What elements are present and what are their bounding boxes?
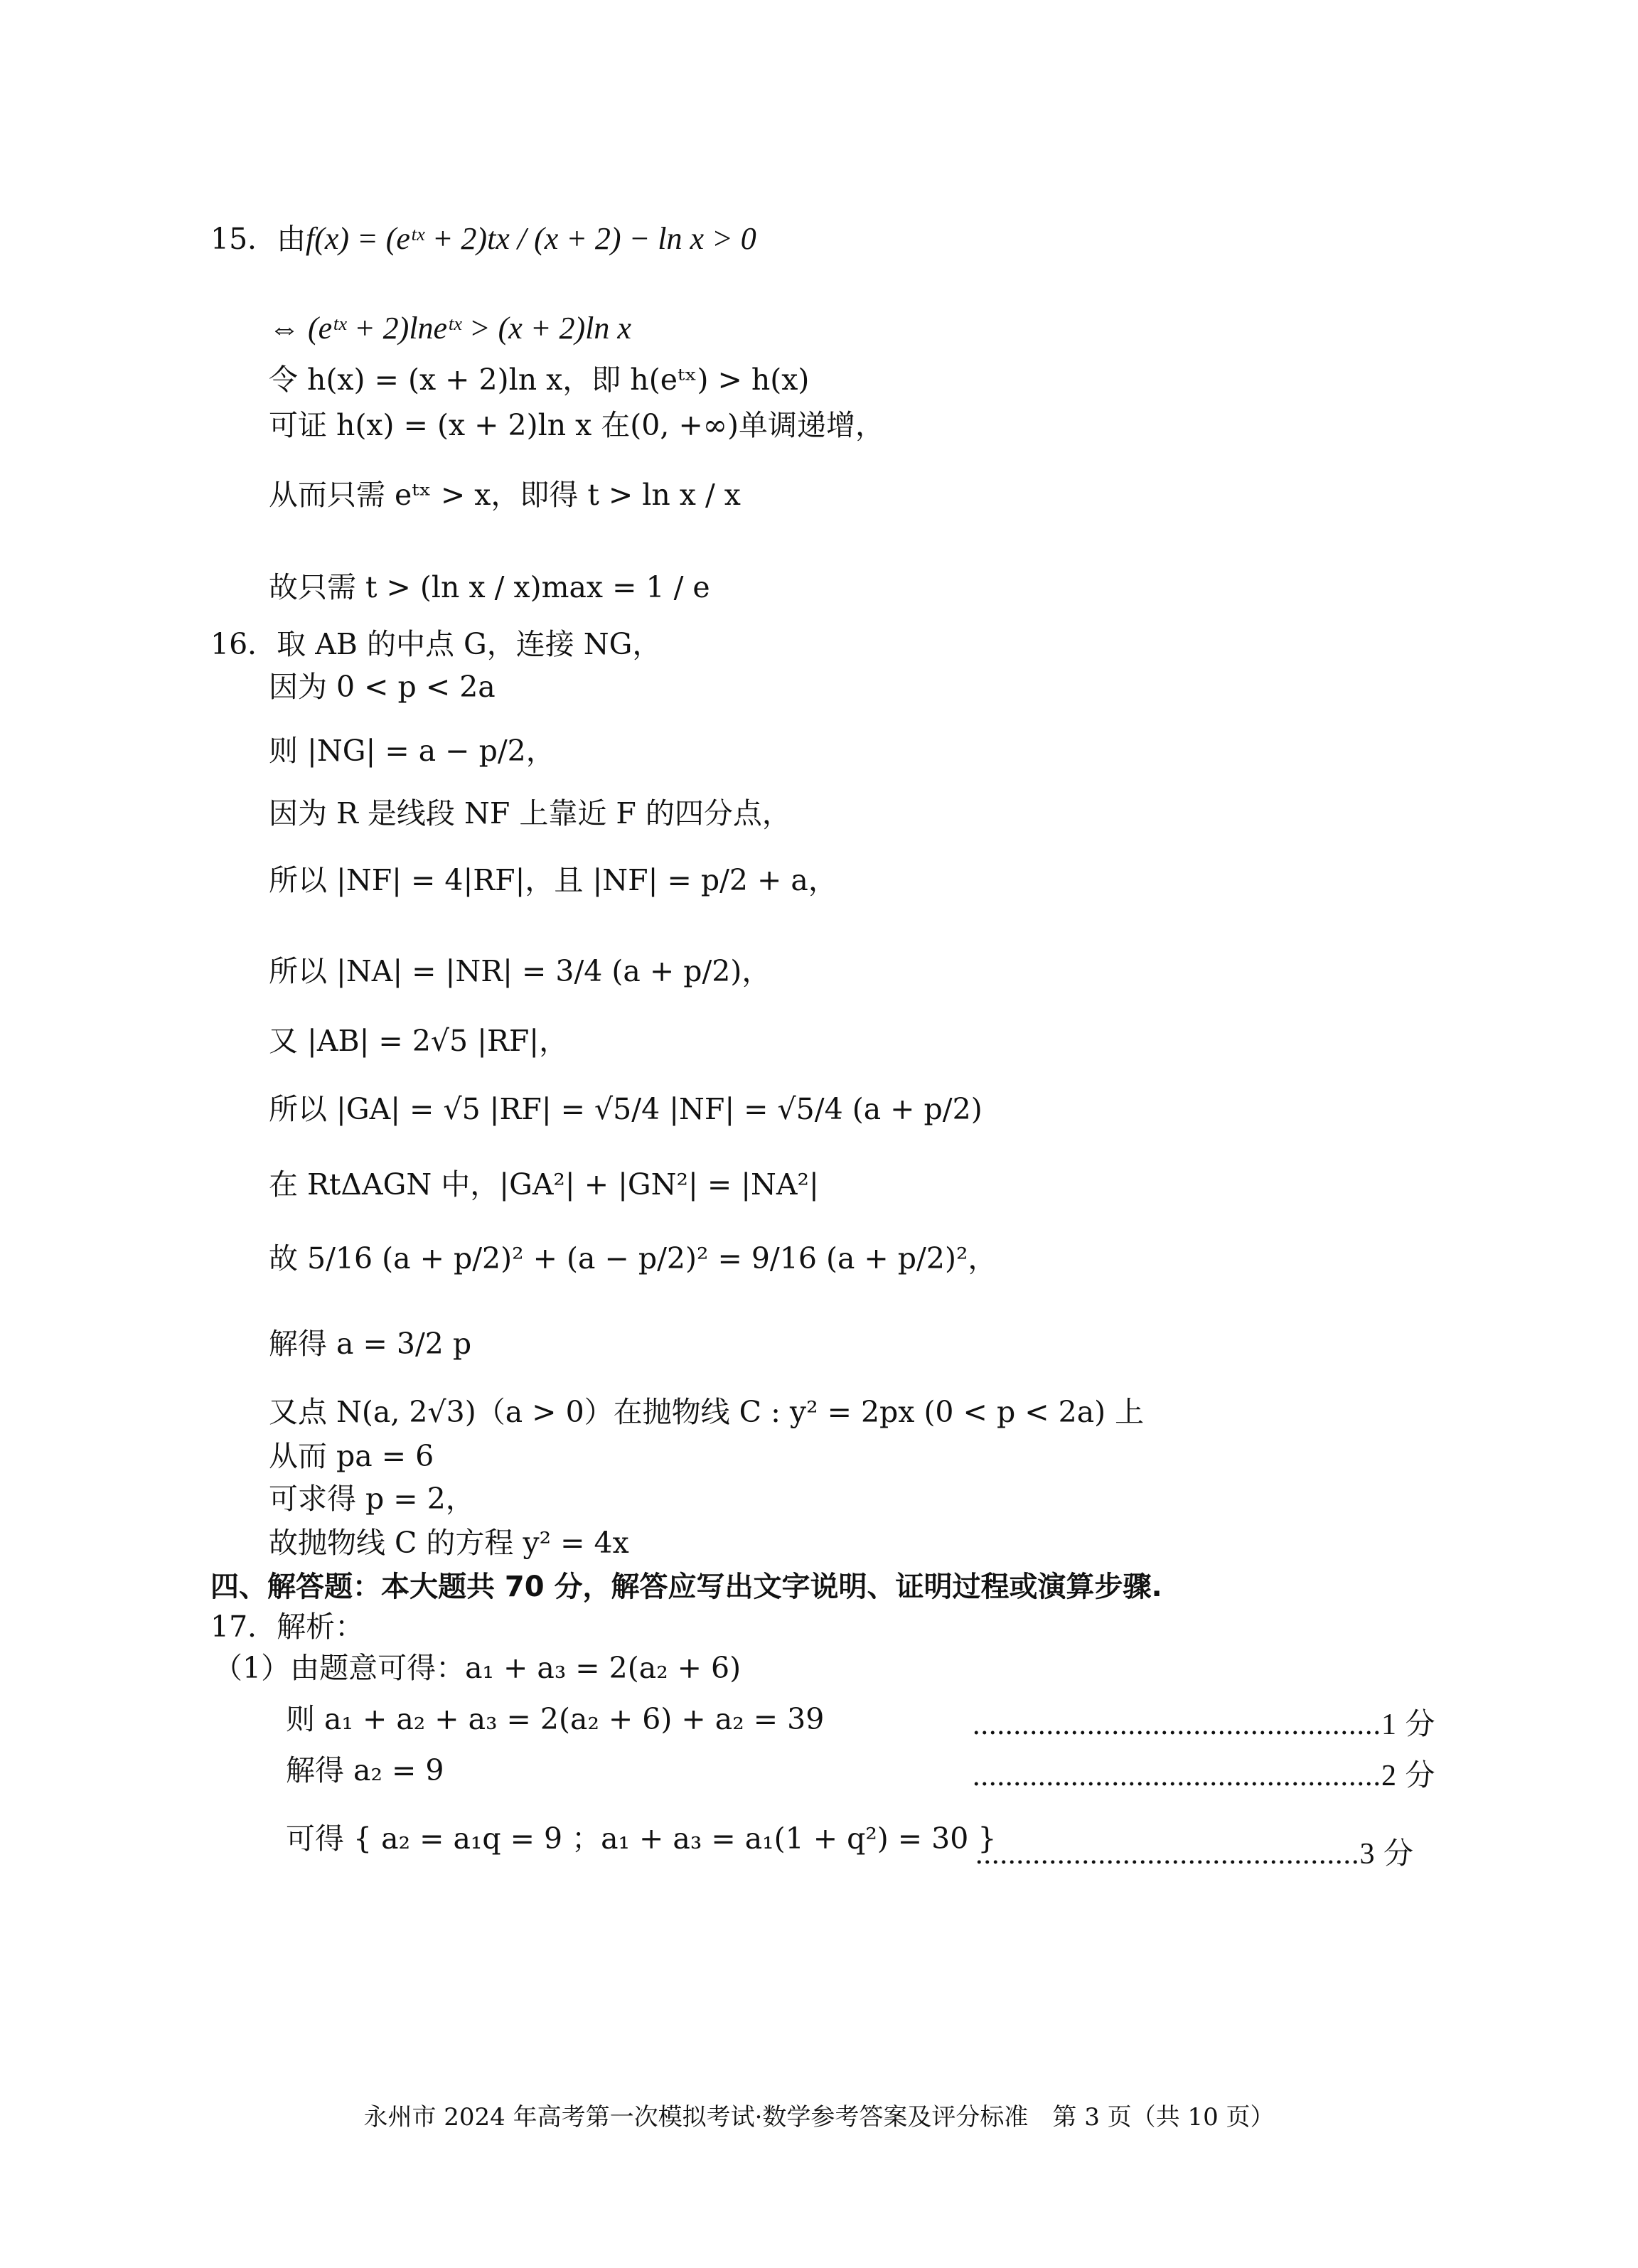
page-footer: 永州市 2024 年高考第一次模拟考试·数学参考答案及评分标准 第 3 页（共 10 页） (363, 2103, 1275, 2131)
score-marker: ...............................................3 分 (975, 1838, 1415, 1871)
solution-line: 所以 |NA| = |NR| = 3/4 (a + p/2)， (269, 954, 771, 988)
solution-line: f(x) = (eᵗˣ + 2)tx / (x + 2) − ln x > 0 (306, 221, 756, 256)
solution-line: 又 |AB| = 2√5 |RF|， (269, 1024, 569, 1058)
solution-line: 从而 pa = 6 (269, 1439, 434, 1473)
solution-line: 可证 h(x) = (x + 2)ln x 在(0, +∞)单调递增， (269, 408, 884, 442)
score-marker: ..................................................1 分 (973, 1708, 1436, 1741)
solution-line: 故抛物线 C 的方程 y² = 4x (269, 1526, 629, 1560)
solution-line: 所以 |GA| = √5 |RF| = √5/4 |NF| = √5/4 (a + p/2) (269, 1092, 983, 1126)
solution-line: 解得 a₂ = 9 (286, 1753, 444, 1787)
solution-line: 16．取 AB 的中点 G，连接 NG， (210, 627, 662, 661)
solution-line: 在 RtΔAGN 中，|GA²| + |GN²| = |NA²| (269, 1167, 819, 1202)
solution-line: 四、解答题：本大题共 70 分，解答应写出文字说明、证明过程或演算步骤. (210, 1571, 1162, 1603)
solution-line: 从而只需 eᵗˣ > x，即得 t > ln x / x (269, 478, 741, 512)
solution-line: 又点 N(a, 2√3)（a > 0）在抛物线 C : y² = 2px (0 < p < 2a) 上 (269, 1395, 1145, 1429)
solution-line: （1）由题意可得：a₁ + a₃ = 2(a₂ + 6) (213, 1651, 742, 1685)
solution-line: 可求得 p = 2， (269, 1482, 475, 1516)
solution-line: 则 a₁ + a₂ + a₃ = 2(a₂ + 6) + a₂ = 39 (286, 1702, 825, 1736)
solution-line: 则 |NG| = a − p/2， (269, 734, 555, 768)
solution-line: 因为 R 是线段 NF 上靠近 F 的四分点， (269, 796, 791, 830)
solution-line: 故 5/16 (a + p/2)² + (a − p/2)² = 9/16 (a + p/2)²， (269, 1241, 997, 1275)
solution-line: 令 h(x) = (x + 2)ln x，即 h(eᵗˣ) > h(x) (269, 363, 810, 397)
solution-line: 解得 a = 3/2 p (269, 1327, 472, 1361)
solution-line: 17．解析： (210, 1610, 365, 1644)
solution-line: 所以 |NF| = 4|RF|，且 |NF| = p/2 + a， (269, 863, 837, 897)
score-marker: ..................................................2 分 (973, 1760, 1436, 1792)
solution-line: 15．由 (210, 222, 306, 256)
solution-line: ⇔ (eᵗˣ + 2)lneᵗˣ > (x + 2)ln x (269, 311, 631, 346)
solution-line: 故只需 t > (ln x / x)max = 1 / e (269, 570, 710, 604)
solution-line: 可得 { a₂ = a₁q = 9 ；a₁ + a₃ = a₁(1 + q²) = 30 } (286, 1822, 997, 1856)
solution-line: 因为 0 < p < 2a (269, 670, 496, 704)
